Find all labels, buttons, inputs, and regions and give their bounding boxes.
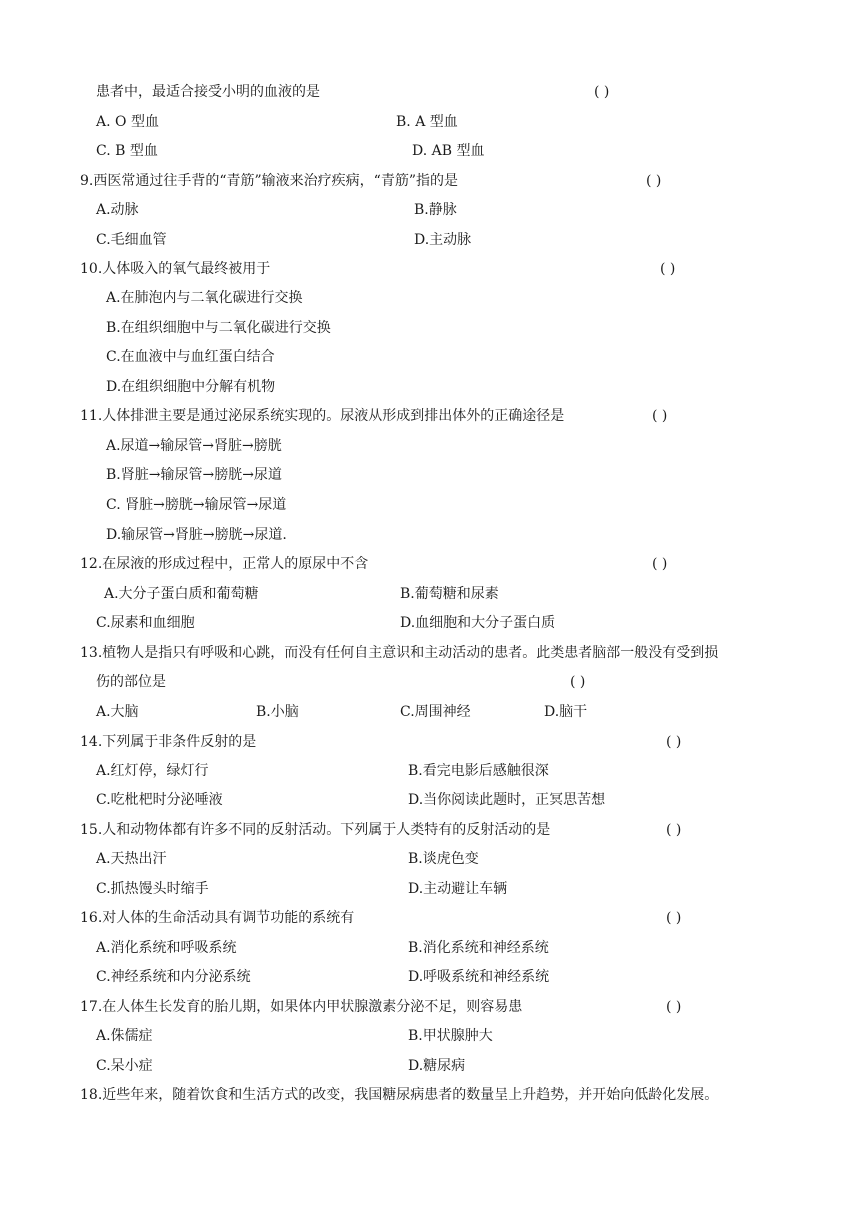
question-line: D.当你阅读此题时，正冥思苦想 [408,792,606,808]
question-line: 伤的部位是 [96,674,166,690]
question-line: B.肾脏→输尿管→膀胱→尿道 [106,467,282,483]
answer-bracket: ( ) [666,822,682,838]
question-line: D.主动避让车辆 [408,881,508,897]
question-line: D.血细胞和大分子蛋白质 [400,615,556,631]
question-line: A.消化系统和呼吸系统 [96,940,237,956]
answer-bracket: ( ) [646,173,662,189]
question-line: A.大脑 [96,704,139,720]
question-line: 12.在尿液的形成过程中，正常人的原尿中不含 [80,556,369,572]
question-line: 13.植物人是指只有呼吸和心跳，而没有任何自主意识和主动活动的患者。此类患者脑部一般没有受到损 [80,645,719,661]
answer-bracket: ( ) [666,734,682,750]
question-line: A.在肺泡内与二氧化碳进行交换 [106,290,303,306]
question-line: C.在血液中与血红蛋白结合 [106,349,275,365]
question-line: C. 肾脏→膀胱→输尿管→尿道 [106,497,287,513]
question-line: B.看完电影后感触很深 [408,763,549,779]
answer-bracket: ( ) [594,84,610,100]
answer-bracket: ( ) [652,556,668,572]
question-line: C.吃枇杷时分泌唾液 [96,792,223,808]
answer-bracket: ( ) [666,999,682,1015]
question-line: D.呼吸系统和神经系统 [408,969,550,985]
question-line: D.脑干 [544,704,588,720]
question-line: A.侏儒症 [96,1028,153,1044]
question-line: C.尿素和血细胞 [96,615,195,631]
question-line: 患者中，最适合接受小明的血液的是 [96,84,320,100]
question-line: D.在组织细胞中分解有机物 [106,379,276,395]
question-line: B.小脑 [256,704,299,720]
question-line: C.神经系统和内分泌系统 [96,969,251,985]
question-line: B. A 型血 [396,114,458,130]
question-line: A.尿道→输尿管→肾脏→膀胱 [106,438,282,454]
question-line: C.周围神经 [400,704,471,720]
question-line: 11.人体排泄主要是通过泌尿系统实现的。尿液从形成到排出体外的正确途径是 [80,408,565,424]
question-line: 14.下列属于非条件反射的是 [80,734,257,750]
question-line: B.谈虎色变 [408,851,479,867]
question-line: 15.人和动物体都有许多不同的反射活动。下列属于人类特有的反射活动的是 [80,822,551,838]
question-line: A. O 型血 [96,114,159,130]
question-line: A.大分子蛋白质和葡萄糖 [104,586,259,602]
answer-bracket: ( ) [660,261,676,277]
question-line: 10.人体吸入的氧气最终被用于 [80,261,271,277]
question-line: 18.近些年来，随着饮食和生活方式的改变，我国糖尿病患者的数量呈上升趋势，并开始向低龄化发展。 [80,1087,719,1103]
question-line: B.甲状腺肿大 [408,1028,493,1044]
question-line: B.消化系统和神经系统 [408,940,549,956]
question-line: B.静脉 [414,202,457,218]
question-line: B.在组织细胞中与二氧化碳进行交换 [106,320,331,336]
question-line: C.毛细血管 [96,232,167,248]
answer-bracket: ( ) [652,408,668,424]
question-line: D.主动脉 [414,232,472,248]
question-line: C. B 型血 [96,143,158,159]
question-line: C.抓热馒头时缩手 [96,881,209,897]
answer-bracket: ( ) [570,674,586,690]
question-line: A.红灯停，绿灯行 [96,763,209,779]
question-line: A.天热出汗 [96,851,167,867]
question-line: B.葡萄糖和尿素 [400,586,499,602]
question-line: C.呆小症 [96,1058,153,1074]
question-line: D.输尿管→肾脏→膀胱→尿道. [106,527,287,543]
question-line: A.动脉 [96,202,139,218]
answer-bracket: ( ) [666,910,682,926]
question-line: D.糖尿病 [408,1058,466,1074]
question-line: 17.在人体生长发育的胎儿期，如果体内甲状腺激素分泌不足，则容易患 [80,999,523,1015]
question-line: 9.西医常通过往手背的“青筋”输液来治疗疾病，“青筋”指的是 [80,173,458,189]
question-line: D. AB 型血 [412,143,485,159]
question-line: 16.对人体的生命活动具有调节功能的系统有 [80,910,355,926]
